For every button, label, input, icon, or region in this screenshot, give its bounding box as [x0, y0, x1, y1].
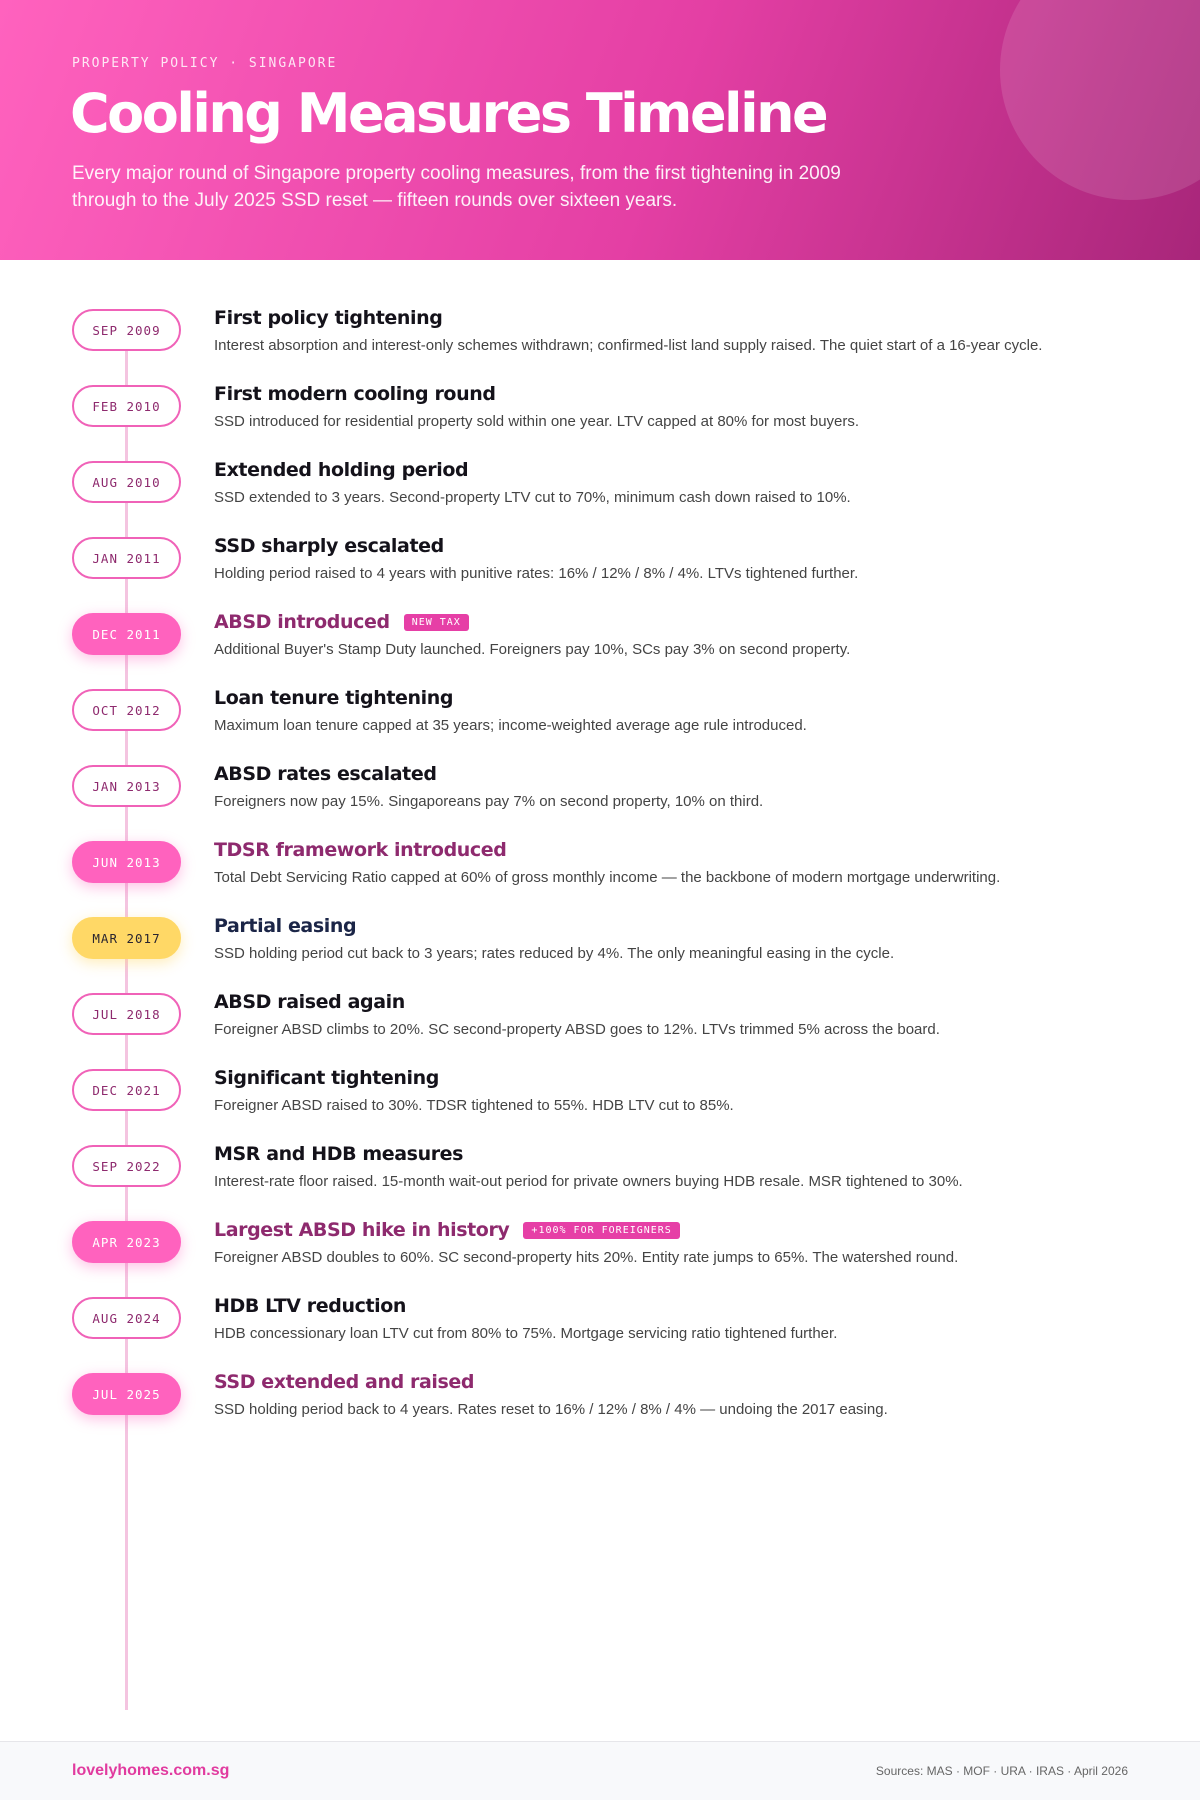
date-pill: APR 2023: [72, 1221, 181, 1263]
event-badge: NEW TAX: [404, 614, 469, 631]
event-title-row: [214, 1371, 474, 1393]
page-title: Cooling Measures Timeline: [70, 82, 827, 145]
date-pill: DEC 2011: [72, 613, 181, 655]
event-title-row: [214, 991, 405, 1013]
date-pill: JUL 2025: [72, 1373, 181, 1415]
event-title-row: [214, 1143, 463, 1165]
timeline-item: [72, 689, 1152, 749]
timeline-item: [72, 1221, 1152, 1281]
event-description: HDB concessionary loan LTV cut from 80% to 75%. Mortgage servicing ratio tightened further.: [214, 1325, 838, 1342]
event-title: First modern cooling round: [214, 383, 496, 405]
event-title-row: [214, 383, 496, 405]
event-description: SSD introduced for residential property sold within one year. LTV capped at 80% for most buyers.: [214, 413, 860, 430]
event-description: SSD extended to 3 years. Second-property LTV cut to 70%, minimum cash down raised to 10%.: [214, 489, 851, 506]
timeline-item: [72, 309, 1152, 369]
event-description: SSD holding period cut back to 3 years; rates reduced by 4%. The only meaningful easing in the cycle.: [214, 945, 895, 962]
event-title: ABSD raised again: [214, 991, 405, 1013]
timeline-item: [72, 537, 1152, 597]
date-pill: JAN 2013: [72, 765, 181, 807]
date-pill: AUG 2024: [72, 1297, 181, 1339]
footer: [0, 1741, 1200, 1800]
event-title-row: [214, 307, 442, 329]
timeline-item: [72, 461, 1152, 521]
timeline-item: [72, 993, 1152, 1053]
event-description: Maximum loan tenure capped at 35 years; income-weighted average age rule introduced.: [214, 717, 807, 734]
event-description: Foreigner ABSD raised to 30%. TDSR tightened to 55%. HDB LTV cut to 85%.: [214, 1097, 734, 1114]
event-title: HDB LTV reduction: [214, 1295, 407, 1317]
event-title: ABSD rates escalated: [214, 763, 437, 785]
date-pill: SEP 2022: [72, 1145, 181, 1187]
date-pill: MAR 2017: [72, 917, 181, 959]
event-title-row: [214, 459, 468, 481]
event-title: TDSR framework introduced: [214, 839, 507, 861]
event-description: SSD holding period back to 4 years. Rates reset to 16% / 12% / 8% / 4% — undoing the 2017 easing.: [214, 1401, 888, 1418]
event-title-row: [214, 1295, 406, 1317]
timeline-item: [72, 613, 1152, 673]
event-title: SSD extended and raised: [214, 1371, 475, 1393]
timeline-item: [72, 1297, 1152, 1357]
event-description: Foreigners now pay 15%. Singaporeans pay 7% on second property, 10% on third.: [214, 793, 764, 810]
brand-link[interactable]: lovelyhomes.com.sg: [72, 1762, 230, 1779]
event-title-row: [214, 915, 356, 937]
event-title-row: [214, 535, 444, 557]
event-description: Holding period raised to 4 years with punitive rates: 16% / 12% / 8% / 4%. LTVs tightened further.: [214, 565, 859, 582]
event-title: MSR and HDB measures: [214, 1143, 464, 1165]
event-title: First policy tightening: [214, 307, 443, 329]
kicker: PROPERTY POLICY · SINGAPORE: [72, 56, 338, 71]
timeline-item: [72, 917, 1152, 977]
event-title-row: [214, 611, 469, 633]
event-title-row: [214, 839, 506, 861]
event-description: Foreigner ABSD climbs to 20%. SC second-property ABSD goes to 12%. LTVs trimmed 5% across the board.: [214, 1021, 940, 1038]
event-title: Significant tightening: [214, 1067, 439, 1089]
sources-text: Sources: MAS · MOF · URA · IRAS · April 2026: [875, 1764, 1128, 1778]
timeline-item: [72, 765, 1152, 825]
event-title: Loan tenure tightening: [214, 687, 454, 709]
event-description: Interest absorption and interest-only schemes withdrawn; confirmed-list land supply raised. The quiet start of a 16-year cycle.: [214, 337, 1043, 354]
date-pill: SEP 2009: [72, 309, 181, 351]
event-badge: +100% FOR FOREIGNERS: [523, 1222, 679, 1239]
event-description: Foreigner ABSD doubles to 60%. SC second-property hits 20%. Entity rate jumps to 65%. The watershed round.: [214, 1249, 959, 1266]
event-title-row: [214, 763, 437, 785]
event-description: Total Debt Servicing Ratio capped at 60% of gross monthly income — the backbone of modern mortgage underwriting.: [214, 869, 1001, 886]
event-title: Extended holding period: [214, 459, 469, 481]
decorative-circle: [1000, 0, 1200, 200]
timeline-item: [72, 385, 1152, 445]
event-title: Partial easing: [214, 915, 357, 937]
event-title: SSD sharply escalated: [214, 535, 444, 557]
timeline-item: [72, 1373, 1152, 1433]
timeline-item: [72, 1145, 1152, 1205]
date-pill: FEB 2010: [72, 385, 181, 427]
event-title-row: [214, 1067, 439, 1089]
event-title-row: [214, 687, 453, 709]
date-pill: AUG 2010: [72, 461, 181, 503]
header-banner: [0, 0, 1200, 260]
timeline-item: [72, 1069, 1152, 1129]
page-subtitle: Every major round of Singapore property cooling measures, from the first tightening in 2009 through to the July 2025 SSD reset — fifteen rounds over sixteen years.: [72, 163, 841, 211]
date-pill: JUL 2018: [72, 993, 181, 1035]
date-pill: OCT 2012: [72, 689, 181, 731]
event-title: Largest ABSD hike in history: [214, 1219, 510, 1241]
timeline-item: [72, 841, 1152, 901]
event-description: Additional Buyer's Stamp Duty launched. Foreigners pay 10%, SCs pay 3% on second property.: [214, 641, 851, 658]
date-pill: JAN 2011: [72, 537, 181, 579]
event-title: ABSD introduced: [214, 611, 390, 633]
date-pill: DEC 2021: [72, 1069, 181, 1111]
event-description: Interest-rate floor raised. 15-month wait-out period for private owners buying HDB resale. MSR tightened to 30%.: [214, 1173, 963, 1190]
event-title-row: [214, 1219, 680, 1241]
date-pill: JUN 2013: [72, 841, 181, 883]
